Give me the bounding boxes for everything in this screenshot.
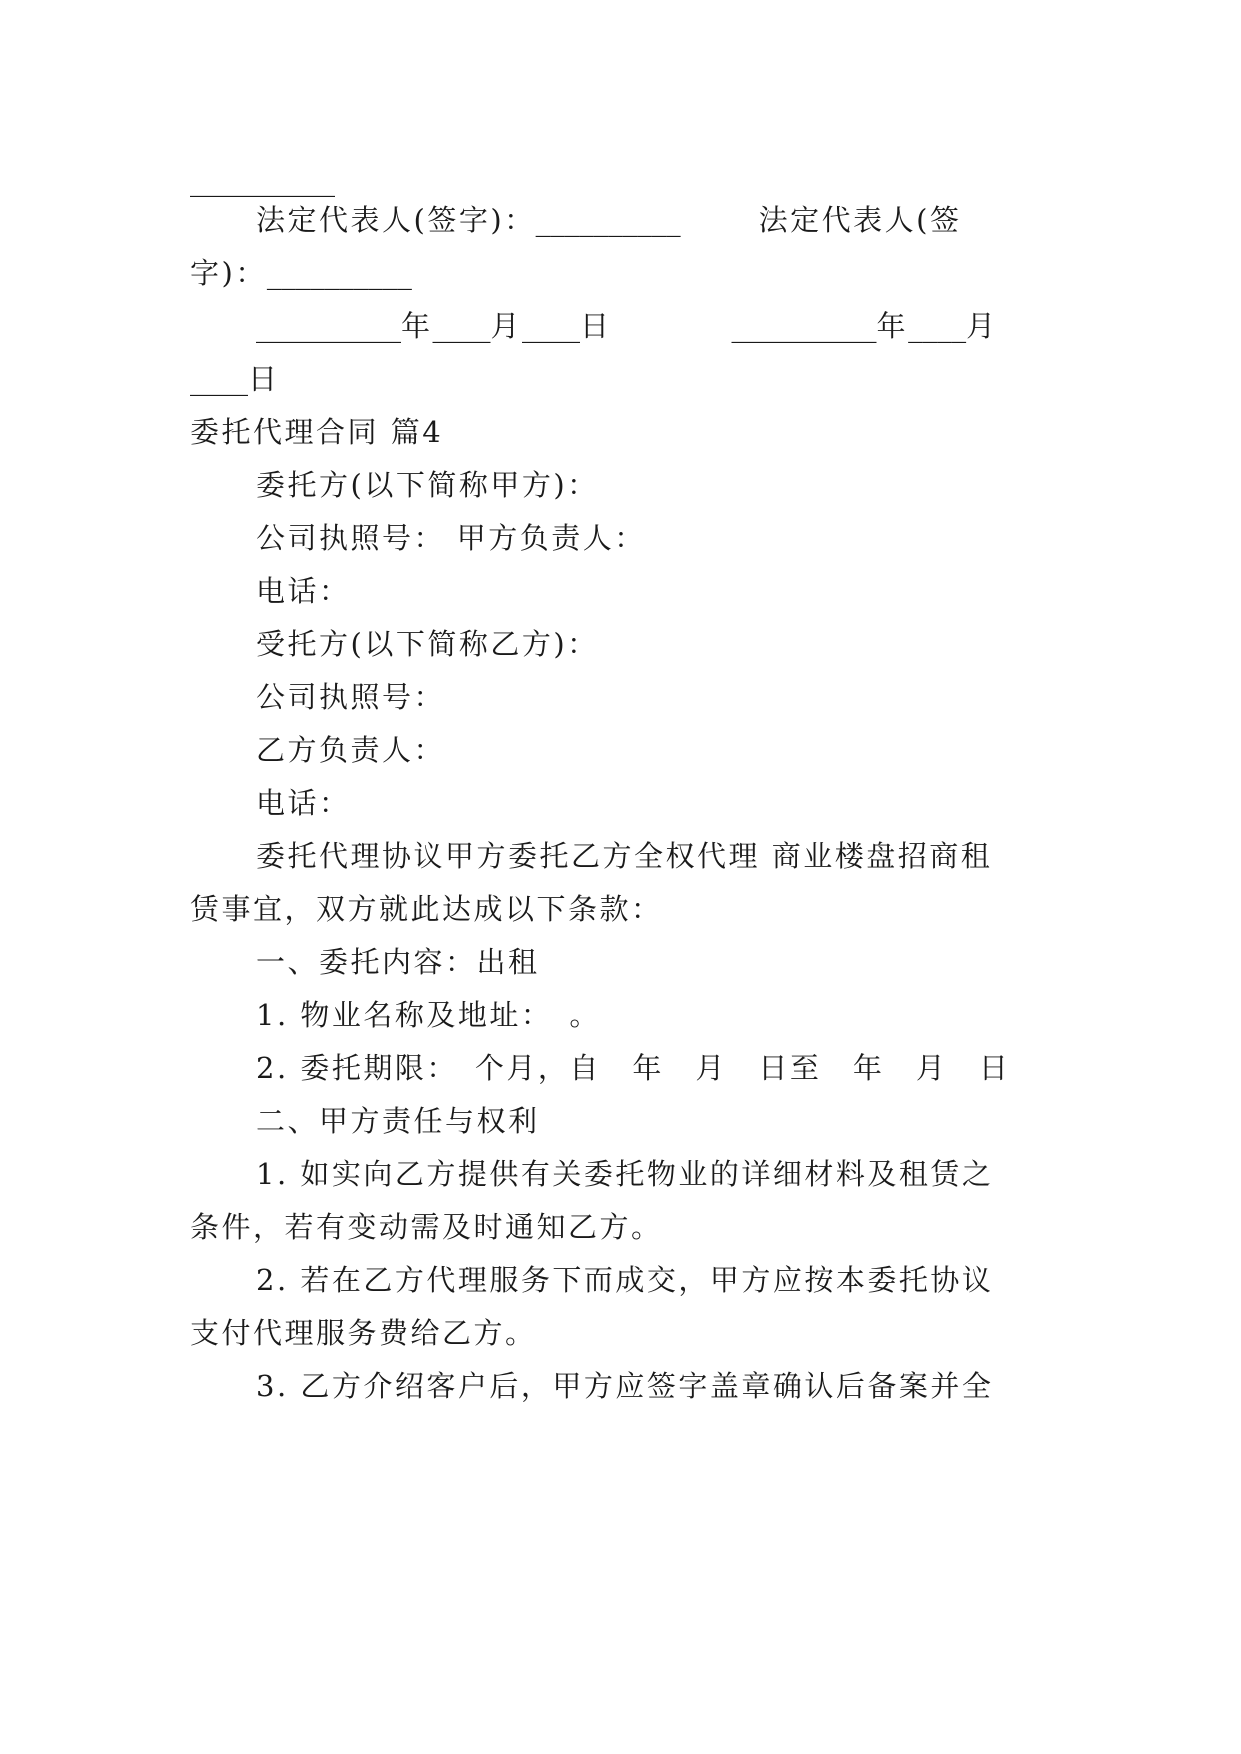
date-a-month-blank: ____ <box>432 309 491 343</box>
date-a-day: 日 <box>580 309 612 343</box>
paragraph-line: 赁事宜，双方就此达成以下条款： <box>190 892 663 926</box>
rep-label-b: 法定代表人(签 <box>758 203 962 237</box>
date-b-month-blank: ____ <box>908 309 967 343</box>
paragraph-line: 公司执照号： 甲方负责人： <box>256 521 646 555</box>
rep-blank-a: __________ <box>535 203 681 237</box>
date-a-year: 年 <box>401 309 433 343</box>
paragraph-line: 3. 乙方介绍客户后，甲方应签字盖章确认后备案并全 <box>256 1369 994 1403</box>
signature-line-representative-cont <box>190 253 412 293</box>
paragraph-line: 委托代理协议甲方委托乙方全权代理 商业楼盘招商租 <box>256 839 993 873</box>
rep-label-a: 法定代表人(签字)： <box>256 203 536 237</box>
date-line-cont <box>190 359 280 399</box>
paragraph-line: 支付代理服务费给乙方。 <box>190 1316 537 1350</box>
paragraph-line: 受托方(以下简称乙方)： <box>256 627 599 661</box>
date-b-year: 年 <box>876 309 909 343</box>
date-a-day-blank: ____ <box>522 309 581 343</box>
paragraph-line: 条件，若有变动需及时通知乙方。 <box>190 1210 663 1244</box>
rep-blank-b: __________ <box>266 256 412 290</box>
paragraph-line: 公司执照号： <box>256 680 446 714</box>
paragraph-line: 乙方负责人： <box>256 733 446 767</box>
date-a-month: 月 <box>490 309 523 343</box>
date-line <box>256 306 998 346</box>
paragraph-line: 电话： <box>256 786 351 820</box>
paragraph-line: 电话： <box>256 574 351 608</box>
paragraph-line: 二、甲方责任与权利 <box>256 1104 540 1138</box>
paragraph-line: 1. 物业名称及地址： 。 <box>256 998 601 1032</box>
section-title: 委托代理合同 篇4 <box>190 415 444 449</box>
paragraph-line: 委托方(以下简称甲方)： <box>256 468 599 502</box>
paragraph-line: 1. 如实向乙方提供有关委托物业的详细材料及租赁之 <box>256 1157 994 1191</box>
paragraph-line: 2. 若在乙方代理服务下而成交，甲方应按本委托协议 <box>256 1263 994 1297</box>
date-a-year-blank: __________ <box>256 309 401 343</box>
top-rule: __________ <box>190 163 335 197</box>
rep-label-b-cont: 字)： <box>190 256 267 290</box>
date-b-day: 日 <box>248 362 280 396</box>
date-b-day-blank: ____ <box>190 362 248 396</box>
date-b-year-blank: __________ <box>731 309 877 343</box>
date-b-month: 月 <box>966 309 998 343</box>
paragraph-line: 一、委托内容：出租 <box>256 945 540 979</box>
paragraph-line: 2. 委托期限： 个月，自 年 月 日至 年 月 日 <box>256 1051 1011 1085</box>
signature-line-representative <box>256 200 961 240</box>
